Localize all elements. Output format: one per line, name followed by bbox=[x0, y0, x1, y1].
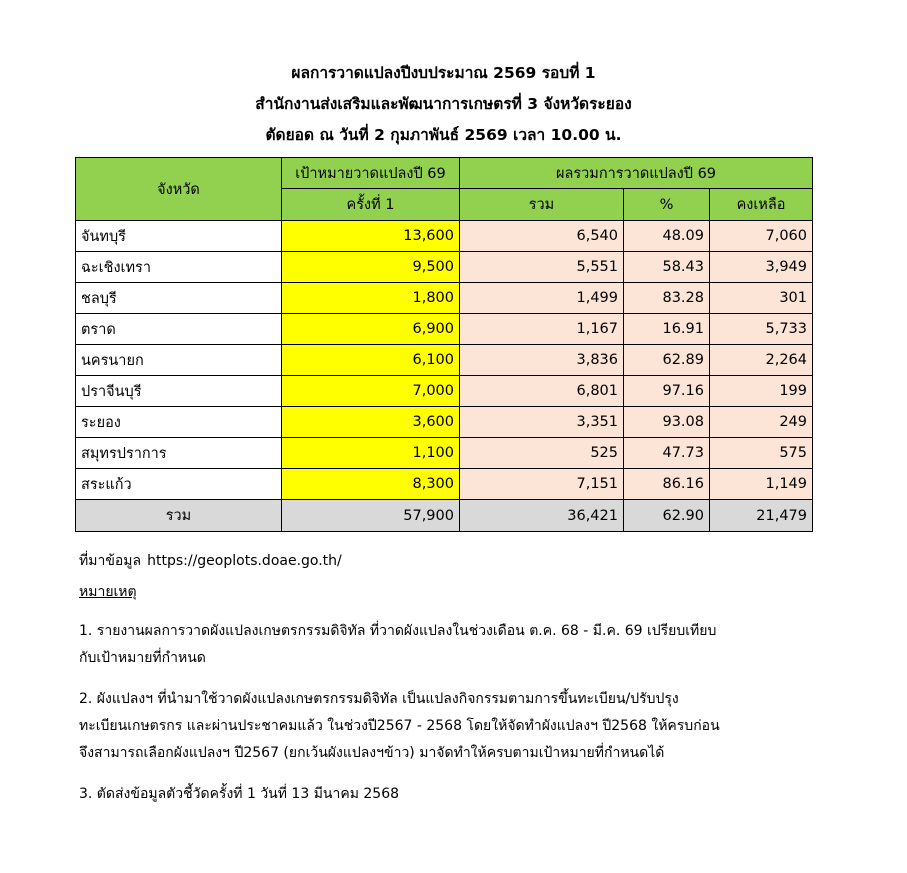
remaining-cell: 249 bbox=[710, 407, 813, 438]
remaining-cell: 575 bbox=[710, 438, 813, 469]
total-cell: 525 bbox=[460, 438, 624, 469]
table-header-row bbox=[76, 158, 813, 189]
percent-cell: 97.16 bbox=[624, 376, 710, 407]
total-cell: 6,801 bbox=[460, 376, 624, 407]
data-source-line bbox=[79, 548, 819, 574]
province-cell: ระยอง bbox=[76, 407, 282, 438]
total-cell: 5,551 bbox=[460, 252, 624, 283]
report-subtitle-office: สำนักงานส่งเสริมและพัฒนาการเกษตรที่ 3 จังหวัดระยอง bbox=[255, 95, 632, 113]
total-cell: 3,351 bbox=[460, 407, 624, 438]
table-row bbox=[76, 252, 813, 283]
total-cell: 3,836 bbox=[460, 345, 624, 376]
note-1-line-1: 1. รายงานผลการวาดผังแปลงเกษตรกรรมดิจิทัล ที่วาดผังแปลงในช่วงเดือน ต.ค. 68 - มี.ค. 69 เปรียบเทียบ bbox=[79, 623, 717, 639]
remaining-cell: 301 bbox=[710, 283, 813, 314]
report-cutoff-date: ตัดยอด ณ วันที่ 2 กุมภาพันธ์ 2569 เวลา 10.00 น. bbox=[265, 126, 622, 144]
province-cell: สมุทรปราการ bbox=[76, 438, 282, 469]
header-target-group: เป้าหมายวาดแปลงปี 69 bbox=[282, 158, 460, 189]
header-remaining: คงเหลือ bbox=[710, 189, 813, 221]
table-row bbox=[76, 469, 813, 500]
target-cell: 1,800 bbox=[282, 283, 460, 314]
province-cell: จันทบุรี bbox=[76, 221, 282, 252]
target-cell: 13,600 bbox=[282, 221, 460, 252]
province-cell: ชลบุรี bbox=[76, 283, 282, 314]
table-row bbox=[76, 407, 813, 438]
data-source-label: ที่มาข้อมูล bbox=[79, 553, 142, 569]
header-percent: % bbox=[624, 189, 710, 221]
remaining-cell: 1,149 bbox=[710, 469, 813, 500]
target-cell: 1,100 bbox=[282, 438, 460, 469]
percent-cell: 58.43 bbox=[624, 252, 710, 283]
percent-cell: 86.16 bbox=[624, 469, 710, 500]
percent-cell: 62.89 bbox=[624, 345, 710, 376]
note-1-line-2: กับเป้าหมายที่กำหนด bbox=[79, 650, 206, 666]
note-item-1 bbox=[79, 618, 819, 672]
header-target-round: ครั้งที่ 1 bbox=[282, 189, 460, 221]
remaining-cell: 7,060 bbox=[710, 221, 813, 252]
total-sum-cell: 36,421 bbox=[460, 500, 624, 532]
header-province: จังหวัด bbox=[76, 158, 282, 221]
province-cell: นครนายก bbox=[76, 345, 282, 376]
table-row bbox=[76, 376, 813, 407]
target-cell: 7,000 bbox=[282, 376, 460, 407]
plot-drawing-table bbox=[75, 157, 813, 532]
remaining-cell: 199 bbox=[710, 376, 813, 407]
total-label-cell: รวม bbox=[76, 500, 282, 532]
target-cell: 6,900 bbox=[282, 314, 460, 345]
province-cell: สระแก้ว bbox=[76, 469, 282, 500]
percent-cell: 93.08 bbox=[624, 407, 710, 438]
table-row bbox=[76, 221, 813, 252]
percent-cell: 47.73 bbox=[624, 438, 710, 469]
total-cell: 1,167 bbox=[460, 314, 624, 345]
table-row bbox=[76, 345, 813, 376]
remaining-cell: 2,264 bbox=[710, 345, 813, 376]
percent-cell: 16.91 bbox=[624, 314, 710, 345]
table-total-row bbox=[76, 500, 813, 532]
table-row bbox=[76, 283, 813, 314]
data-source-url: https://geoplots.doae.go.th/ bbox=[147, 553, 342, 569]
note-item-3 bbox=[79, 781, 819, 808]
percent-cell: 48.09 bbox=[624, 221, 710, 252]
target-cell: 3,600 bbox=[282, 407, 460, 438]
total-cell: 6,540 bbox=[460, 221, 624, 252]
total-cell: 1,499 bbox=[460, 283, 624, 314]
target-cell: 6,100 bbox=[282, 345, 460, 376]
target-cell: 9,500 bbox=[282, 252, 460, 283]
remaining-cell: 3,949 bbox=[710, 252, 813, 283]
header-result-group: ผลรวมการวาดแปลงปี 69 bbox=[460, 158, 813, 189]
percent-cell: 83.28 bbox=[624, 283, 710, 314]
report-title-block bbox=[75, 58, 812, 151]
province-cell: ปราจีนบุรี bbox=[76, 376, 282, 407]
note-2-line-3: จึงสามารถเลือกผังแปลงฯ ปี2567 (ยกเว้นผังแปลงฯข้าว) มาจัดทำให้ครบตามเป้าหมายที่กำหนดได้ bbox=[79, 745, 665, 761]
note-item-2 bbox=[79, 686, 819, 767]
total-target-cell: 57,900 bbox=[282, 500, 460, 532]
table-row bbox=[76, 314, 813, 345]
table-row bbox=[76, 438, 813, 469]
note-3-line-1: 3. ตัดส่งข้อมูลตัวชี้วัดครั้งที่ 1 วันที่ 13 มีนาคม 2568 bbox=[79, 786, 400, 802]
remaining-cell: 5,733 bbox=[710, 314, 813, 345]
header-total: รวม bbox=[460, 189, 624, 221]
remarks-heading: หมายเหตุ bbox=[79, 584, 137, 600]
province-cell: ฉะเชิงเทรา bbox=[76, 252, 282, 283]
province-cell: ตราด bbox=[76, 314, 282, 345]
notes-section bbox=[79, 548, 819, 808]
target-cell: 8,300 bbox=[282, 469, 460, 500]
note-2-line-2: ทะเบียนเกษตรกร และผ่านประชาคมแล้ว ในช่วงปี2567 - 2568 โดยให้จัดทำผังแปลงฯ ปี2568 ให้ครบก่อน bbox=[79, 718, 720, 734]
report-title: ผลการวาดแปลงปีงบประมาณ 2569 รอบที่ 1 bbox=[291, 64, 596, 82]
total-remaining-cell: 21,479 bbox=[710, 500, 813, 532]
total-cell: 7,151 bbox=[460, 469, 624, 500]
total-percent-cell: 62.90 bbox=[624, 500, 710, 532]
note-2-line-1: 2. ผังแปลงฯ ที่นำมาใช้วาดผังแปลงเกษตรกรรมดิจิทัล เป็นแปลงกิจกรรมตามการขึ้นทะเบียน/ปรับปรุง bbox=[79, 691, 679, 707]
